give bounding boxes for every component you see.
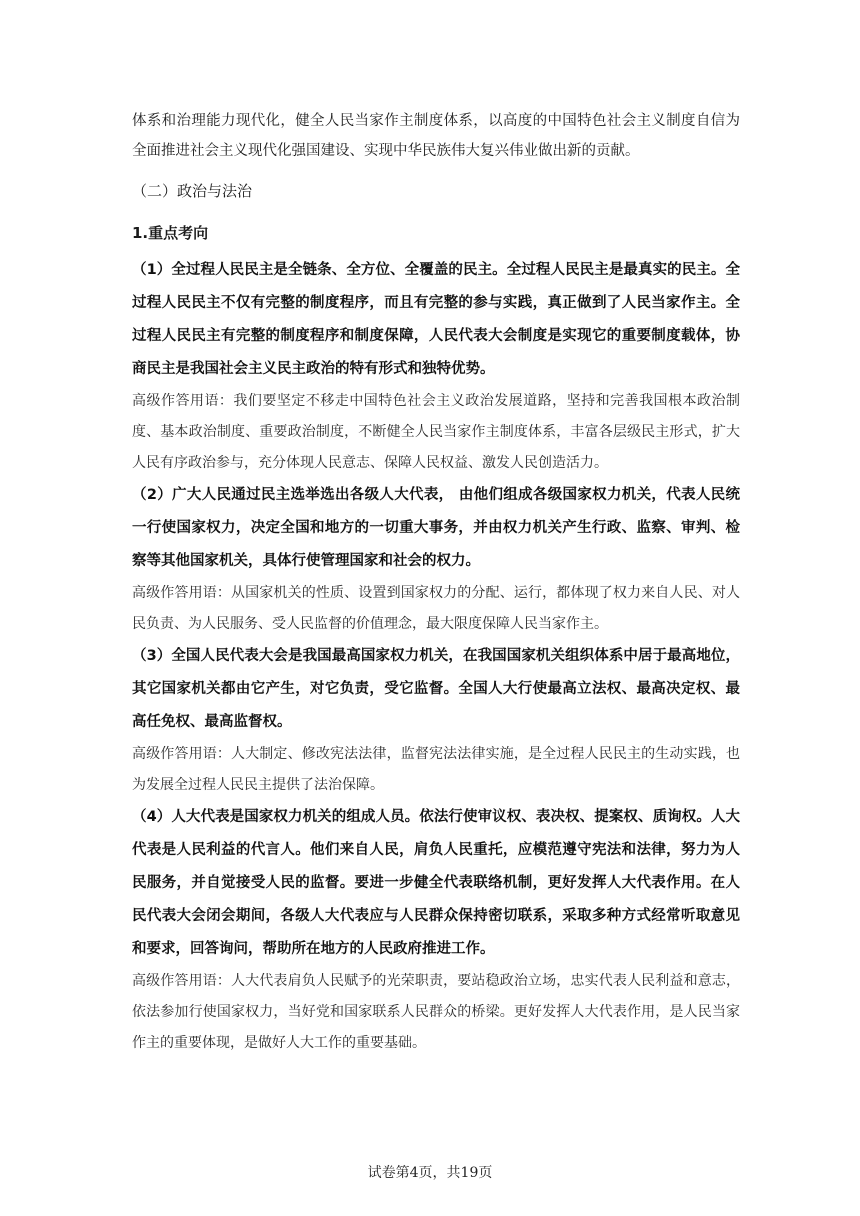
answer-phrase-1: 高级作答用语：我们要坚定不移走中国特色社会主义政治发展道路，坚持和完善我国根本政治制度、基本政治制度、重要政治制度，不断健全人民当家作主制度体系，丰富各层级民主形式，扩大人民有序政治参与，充分体现人民意志、保障人民权益、激发人民创造活力。 <box>132 393 740 471</box>
subsection-title: 1.重点考向 <box>132 224 209 242</box>
page-footer: 试卷第4页，共19页 <box>367 1165 493 1181</box>
answer-phrase-3: 高级作答用语：人大制定、修改宪法法律，监督宪法法律实施，是全过程人民民主的生动实践，也为发展全过程人民民主提供了法治保障。 <box>132 746 740 793</box>
key-point-4: （4）人大代表是国家权力机关的组成人员。依法行使审议权、表决权、提案权、质询权。人大代表是人民利益的代言人。他们来自人民，肩负人民重托，应模范遵守宪法和法律，努力为人民服务，并自觉接受人民的监督。要进一步健全代表联络机制，更好发挥人大代表作用。在人民代表大会闭会期间，各级人大代表应与人民群众保持密切联系，采取多种方式经常听取意见和要求，回答询问，帮助所在地方的人民政府推进工作。 <box>132 809 740 957</box>
key-point-3: （3）全国人民代表大会是我国最高国家权力机关，在我国国家机关组织体系中居于最高地位，其它国家机关都由它产生，对它负责，受它监督。全国人大行使最高立法权、最高决定权、最高任免权、最高监督权。 <box>132 648 740 730</box>
intro-paragraph: 体系和治理能力现代化，健全人民当家作主制度体系，以高度的中国特色社会主义制度自信为全面推进社会主义现代化强国建设、实现中华民族伟大复兴伟业做出新的贡献。 <box>132 113 740 159</box>
answer-phrase-4: 高级作答用语：人大代表肩负人民赋予的光荣职责，要站稳政治立场，忠实代表人民利益和意志，依法参加行使国家权力，当好党和国家联系人民群众的桥梁。更好发挥人大代表作用，是人民当家作主的重要体现，是做好人大工作的重要基础。 <box>132 973 740 1051</box>
answer-phrase-2: 高级作答用语：从国家机关的性质、设置到国家权力的分配、运行，都体现了权力来自人民、对人民负责、为人民服务、受人民监督的价值理念，最大限度保障人民当家作主。 <box>132 585 740 632</box>
section-title: （二）政治与法治 <box>132 182 253 200</box>
key-point-2: （2）广大人民通过民主选举选出各级人大代表， 由他们组成各级国家权力机关，代表人民统一行使国家权力，决定全国和地方的一切重大事务，并由权力机关产生行政、监察、审判、检察等其他国家机关，具体行使管理国家和社会的权力。 <box>132 487 740 569</box>
document-body <box>132 106 740 1059</box>
key-point-1: （1）全过程人民民主是全链条、全方位、全覆盖的民主。全过程人民民主是最真实的民主。全过程人民民主不仅有完整的制度程序，而且有完整的参与实践，真正做到了人民当家作主。全过程人民民主有完整的制度程序和制度保障，人民代表大会制度是实现它的重要制度载体，协商民主是我国社会主义民主政治的特有形式和独特优势。 <box>132 262 740 377</box>
